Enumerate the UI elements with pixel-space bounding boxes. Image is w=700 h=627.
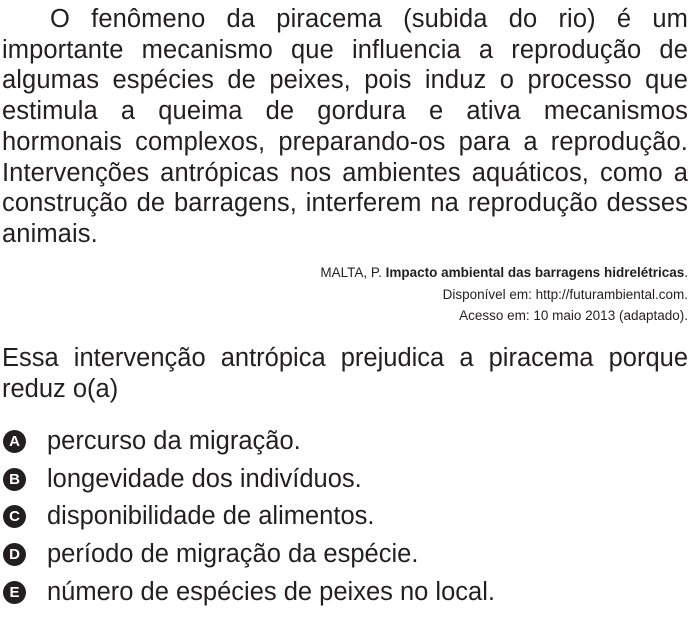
citation-available: Disponível em: http://futurambiental.com. bbox=[442, 286, 688, 302]
option-e[interactable] bbox=[0, 573, 690, 611]
option-c-letter: C bbox=[3, 505, 26, 528]
option-e-letter: E bbox=[3, 581, 26, 604]
option-a[interactable] bbox=[0, 423, 690, 461]
citation-title-end: . bbox=[684, 265, 688, 280]
passage-text: O fenômeno da piracema (subida do rio) é um importante mecanismo que influencia a reprodução de algumas espécies de peixes, pois induz o processo que estimula a queima de gordura e ativa mecanismos hormonais complexos, preparando-os para a reprodução. Intervenções antrópicas nos ambientes aquáticos, como a construção de barragens, interferem na reprodução desses animais. bbox=[2, 5, 688, 248]
option-b-text: longevidade dos indivíduos. bbox=[47, 464, 362, 493]
citation-title: Impacto ambiental das barragens hidrelétricas bbox=[385, 265, 685, 280]
question-stem: Essa intervenção antrópica prejudica a piracema porque reduz o(a) bbox=[2, 344, 688, 403]
answer-options bbox=[0, 423, 690, 611]
option-d-text: período de migração da espécie. bbox=[47, 540, 419, 569]
option-c[interactable] bbox=[0, 498, 690, 536]
option-d[interactable] bbox=[0, 536, 690, 574]
option-c-text: disponibilidade de alimentos. bbox=[47, 502, 375, 531]
citation-access: Acesso em: 10 maio 2013 (adaptado). bbox=[459, 308, 688, 323]
option-a-text: percurso da migração. bbox=[47, 427, 301, 456]
citation-author: MALTA, P. bbox=[320, 265, 382, 280]
source-citation bbox=[128, 262, 688, 327]
option-b[interactable] bbox=[0, 461, 690, 499]
option-b-letter: B bbox=[3, 468, 26, 491]
citation-line-1 bbox=[128, 262, 688, 284]
option-a-letter: A bbox=[3, 430, 26, 453]
option-e-text: número de espécies de peixes no local. bbox=[47, 577, 495, 606]
option-d-letter: D bbox=[3, 543, 26, 566]
